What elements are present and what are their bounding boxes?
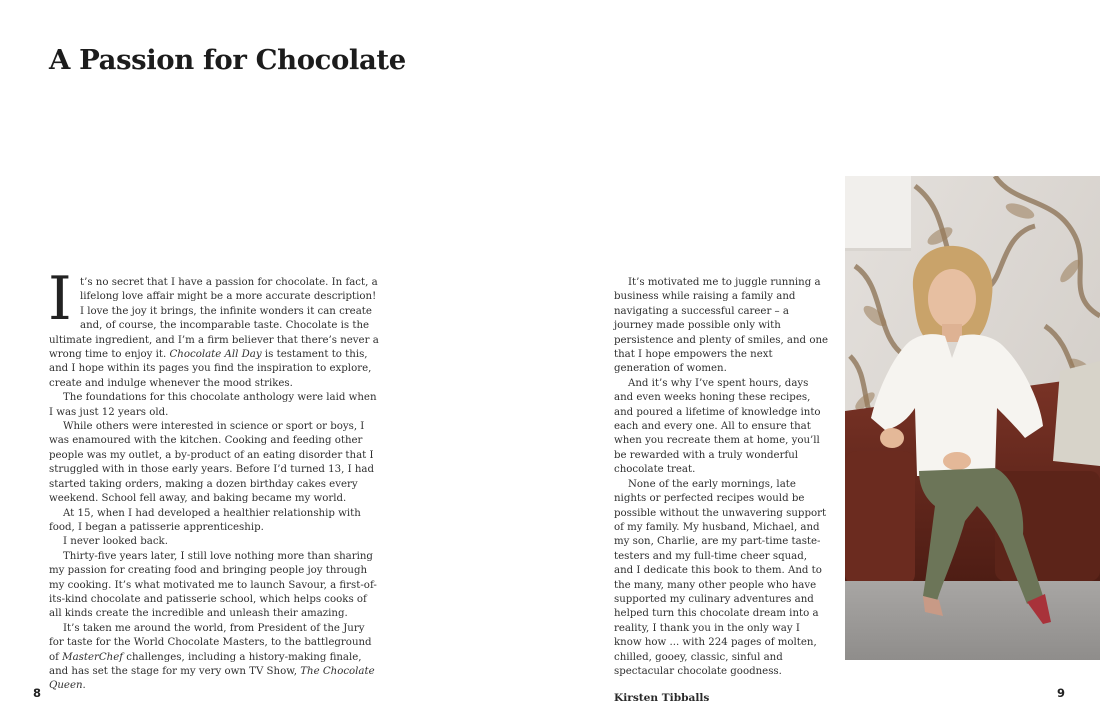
paragraph-10: None of the early mornings, late nights or perfected recipes would be possible without the unwavering support of my family. My husband, Michael, and my son, Charlie, are my part-time taste-testers and my full-time cheer squad, and I dedicate this book to them. And to the many, many other people who have supported my culinary adventures and helped turn this chocolate dream into a reality, I thank you in the only way I know how ... with 224 pages of molten, chilled, gooey, classic, sinful and spectacular chocolate goodness. (614, 478, 827, 677)
paragraph-3: While others were interested in science or sport or boys, I was enamoured with the kitchen. Cooking and feeding other people was my outlet, a by-product of an eating disorder that I struggled with in those early years. Before I’d turned 13, I had started taking orders, making a dozen birthday cakes every weekend. School fell away, and baking became my world. (49, 421, 375, 505)
paragraph-5: I never looked back. (63, 536, 168, 548)
left-column (48, 264, 381, 694)
paragraph-9: And it’s why I’ve spent hours, days and even weeks honing these recipes, and poured a lifetime of knowledge into each and every one. All to ensure that when you recreate them at home, you’ll be rewarded with a truly wonderful chocolate treat. (614, 377, 821, 476)
page-number-right: 9 (1057, 686, 1066, 700)
show-title-chocolate-queen: The Chocolate Queen (49, 665, 375, 692)
paragraph-7: It’s taken me around the world, from President of the Jury for taste for the World Chocolate Masters, to the battleground of MasterChef challenges, including a history-making finale, and has set the stage for my very own TV Show, The Chocolate Queen. (49, 622, 375, 692)
show-title-masterchef: MasterChef (62, 651, 124, 663)
right-column (614, 276, 829, 706)
paragraph-6: Thirty-five years later, I still love nothing more than sharing my passion for creating food and bringing people joy through my cooking. It’s what motivated me to launch Savour, a first-of-its-kind chocolate and patisserie school, which helps cooks of all kinds create the incredible and unleash their amazing. (49, 550, 377, 620)
page-number-left: 8 (33, 686, 42, 700)
dropcap: I (48, 264, 72, 334)
paragraph-2: The foundations for this chocolate anthology were laid when I was just 12 years old. (49, 392, 377, 418)
author-signature: Kirsten Tibballs (614, 692, 710, 705)
paragraph-8: It’s motivated me to juggle running a business while raising a family and navigating a successful career – a journey made possible only with persistence and plenty of smiles, and one that I hope empowers the next generation of women. (614, 277, 829, 375)
paragraph-4: At 15, when I had developed a healthier relationship with food, I began a patisserie apprenticeship. (49, 507, 361, 533)
paragraph-1: It’s no secret that I have a passion for chocolate. In fact, a lifelong love affair might be a more accurate description! I love the joy it brings, the infinite wonders it can create and, of course, the incomparable taste. Chocolate is the ultimate ingredient, and I’m a firm believer that there’s never a wrong time to enjoy it. Chocolate All Day is testament to this, and I hope within its pages you find the inspiration to explore, create and indulge whenever the mood strikes. (48, 264, 379, 389)
portrait-photo (845, 176, 1100, 660)
book-title: Chocolate All Day (169, 349, 262, 361)
page-title: A Passion for Chocolate (49, 44, 406, 76)
